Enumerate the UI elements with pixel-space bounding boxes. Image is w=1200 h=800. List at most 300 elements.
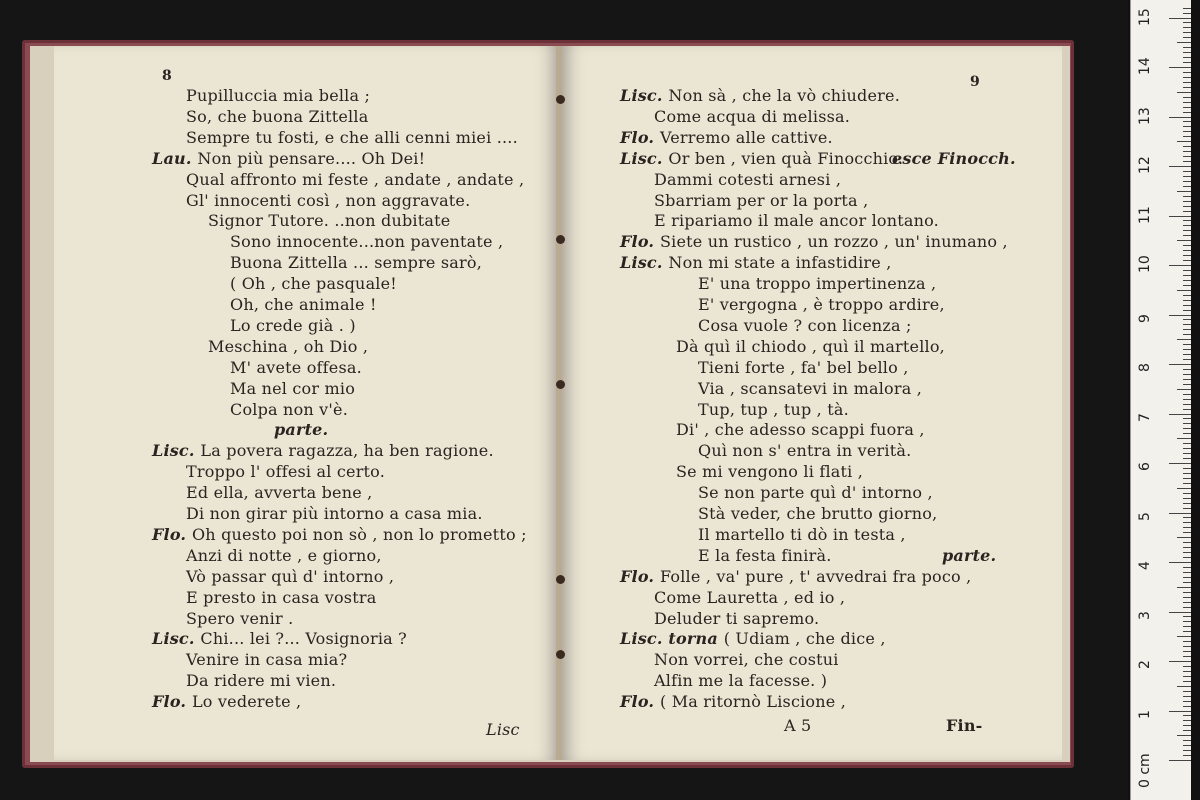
ruler-tick <box>1183 755 1191 756</box>
ruler-tick <box>1169 612 1191 613</box>
text-line <box>676 420 925 440</box>
verse-text: Tup, tup , tup , tà. <box>698 399 849 419</box>
verse-text: Dà quì il chiodo , quì il martello, <box>676 336 945 356</box>
ruler-tick <box>1183 126 1191 127</box>
ruler-tick <box>1183 473 1191 474</box>
text-line <box>186 504 483 524</box>
ruler-tick <box>1183 706 1191 707</box>
ruler-tick <box>1183 87 1191 88</box>
text-line <box>186 191 470 211</box>
verse-text: M' avete offesa. <box>230 357 362 377</box>
ruler-tick <box>1183 57 1191 58</box>
ruler-tick <box>1183 656 1191 657</box>
ruler-tick <box>1169 414 1191 415</box>
text-line <box>654 191 868 211</box>
text-line <box>620 128 833 148</box>
text-line <box>186 671 336 691</box>
ruler-tick <box>1183 631 1191 632</box>
ruler-tick <box>1183 260 1191 261</box>
ruler-tick <box>1183 161 1191 162</box>
ruler-tick <box>1177 587 1191 588</box>
ruler-label: 5 <box>1137 511 1153 521</box>
ruler-tick <box>1183 146 1191 147</box>
ruler-tick <box>1183 349 1191 350</box>
ruler-tick <box>1183 255 1191 256</box>
ruler-tick <box>1183 112 1191 113</box>
ruler-tick <box>1177 438 1191 439</box>
speaker-name: Lisc. <box>620 86 669 105</box>
verse-text: Non sà , che la vò chiudere. <box>668 86 900 105</box>
ruler-tick <box>1183 82 1191 83</box>
verse-text: Come Lauretta , ed io , <box>654 587 846 607</box>
verse-text: E presto in casa vostra <box>186 587 377 607</box>
text-line <box>230 295 377 315</box>
speaker-name: Flo. <box>620 566 660 586</box>
verse-text: Gl' innocenti così , non aggravate. <box>186 190 471 210</box>
text-line <box>654 671 827 691</box>
ruler-tick <box>1183 201 1191 202</box>
ruler-tick <box>1183 621 1191 622</box>
text-line <box>186 170 524 190</box>
ruler-tick <box>1183 270 1191 271</box>
verse-text: Come acqua di melissa. <box>654 106 851 126</box>
ruler-tick <box>1177 339 1191 340</box>
ruler-tick <box>1183 597 1191 598</box>
verse-text: E ripariamo il male ancor lontano. <box>654 211 939 231</box>
text-line <box>698 274 936 294</box>
ruler-tick <box>1177 537 1191 538</box>
ruler-tick <box>1183 176 1191 177</box>
ruler-tick <box>1183 374 1191 375</box>
ruler-tick <box>1183 478 1191 479</box>
text-line <box>186 650 347 670</box>
ruler-tick <box>1177 42 1191 43</box>
speaker-name: Lau. <box>152 148 198 168</box>
ruler-tick <box>1183 384 1191 385</box>
text-line <box>186 107 368 127</box>
ruler-tick <box>1169 67 1191 68</box>
text-line <box>186 546 382 566</box>
verse-text: Colpa non v'è. <box>230 399 348 419</box>
text-line <box>186 128 518 148</box>
measurement-ruler <box>1130 0 1191 800</box>
ruler-tick <box>1183 671 1191 672</box>
ruler-tick <box>1183 498 1191 499</box>
verse-text: La povera ragazza, ha ben ragione. <box>200 441 494 461</box>
verse-text: ( Ma ritornò Liscione , <box>659 692 847 712</box>
text-line <box>654 650 839 670</box>
ruler-tick <box>1183 522 1191 523</box>
ruler-tick <box>1177 191 1191 192</box>
ruler-tick <box>1183 156 1191 157</box>
verse-text: ( Oh , che pasquale! <box>230 274 397 294</box>
ruler-tick <box>1183 547 1191 548</box>
ruler-tick <box>1183 527 1191 528</box>
verse-text: Folle , va' pure , t' avvedrai fra poco , <box>659 566 972 586</box>
ruler-tick <box>1169 216 1191 217</box>
text-line <box>152 692 301 712</box>
text-line <box>230 232 503 252</box>
verse-text: So, che buona Zittella <box>186 106 369 126</box>
ruler-tick <box>1183 443 1191 444</box>
text-line <box>698 358 909 378</box>
verse-text: E' una troppo impertinenza , <box>698 274 937 294</box>
text-line <box>676 462 863 482</box>
right-catchword: Fin- <box>946 716 983 735</box>
ruler-tick <box>1183 428 1191 429</box>
text-line <box>654 588 845 608</box>
left-page-number: 8 <box>162 68 172 84</box>
ruler-tick <box>1183 171 1191 172</box>
ruler-tick <box>1183 730 1191 731</box>
ruler-tick <box>1183 72 1191 73</box>
verse-text: Sono innocente...non paventate , <box>230 232 504 252</box>
ruler-tick <box>1183 250 1191 251</box>
ruler-label: 9 <box>1137 313 1153 323</box>
left-catchword: Lisc <box>486 720 520 739</box>
verse-text: Lo crede già . ) <box>230 315 356 335</box>
ruler-tick <box>1183 676 1191 677</box>
ruler-tick <box>1183 344 1191 345</box>
verse-text: Vò passar quì d' intorno , <box>186 566 395 586</box>
text-line <box>620 86 900 106</box>
text-line <box>620 567 971 587</box>
ruler-tick <box>1183 151 1191 152</box>
ruler-tick <box>1183 433 1191 434</box>
binding-stitch <box>556 95 565 104</box>
ruler-tick <box>1183 602 1191 603</box>
speaker-name: Flo. <box>152 524 192 544</box>
ruler-tick <box>1177 488 1191 489</box>
text-line <box>186 86 370 106</box>
ruler-tick <box>1183 319 1191 320</box>
text-line <box>186 567 394 587</box>
text-line <box>620 692 846 712</box>
verse-text: Il martello ti dò in testa , <box>698 524 906 544</box>
ruler-tick <box>1183 329 1191 330</box>
verse-text: Da ridere mi vien. <box>186 671 337 691</box>
ruler-tick <box>1183 681 1191 682</box>
ruler-tick <box>1183 324 1191 325</box>
ruler-tick <box>1183 181 1191 182</box>
ruler-tick <box>1183 62 1191 63</box>
ruler-tick <box>1183 235 1191 236</box>
ruler-tick <box>1177 290 1191 291</box>
speaker-name: Lisc. <box>620 253 669 273</box>
verse-text: Stà veder, che brutto giorno, <box>698 504 938 523</box>
ruler-tick <box>1183 211 1191 212</box>
ruler-label: 6 <box>1137 462 1153 471</box>
ruler-label: 7 <box>1137 412 1153 422</box>
ruler-label: 11 <box>1137 205 1153 224</box>
verse-text: Ed ella, avverta bene , <box>186 483 373 503</box>
text-line <box>654 609 819 629</box>
ruler-label: 0 cm <box>1137 753 1153 788</box>
ruler-tick <box>1183 725 1191 726</box>
verse-text: Non più pensare.... Oh Dei! <box>197 148 426 168</box>
text-line <box>654 107 850 127</box>
ruler-label: 4 <box>1137 561 1153 570</box>
text-line <box>620 149 903 169</box>
ruler-tick <box>1183 230 1191 231</box>
ruler-tick <box>1183 220 1191 221</box>
ruler-tick <box>1177 735 1191 736</box>
ruler-tick <box>1169 513 1191 514</box>
ruler-tick <box>1183 691 1191 692</box>
verse-text: Non vorrei, che costui <box>654 650 839 670</box>
ruler-tick <box>1169 562 1191 563</box>
ruler-tick <box>1183 13 1191 14</box>
ruler-tick <box>1169 315 1191 316</box>
text-line <box>152 441 494 461</box>
ruler-tick <box>1183 275 1191 276</box>
text-line <box>620 629 886 649</box>
ruler-tick <box>1183 354 1191 355</box>
ruler-tick <box>1183 102 1191 103</box>
ruler-tick <box>1183 483 1191 484</box>
ruler-tick <box>1183 394 1191 395</box>
binding-stitch <box>556 575 565 584</box>
ruler-tick <box>1177 389 1191 390</box>
speaker-name: Flo. <box>152 692 192 712</box>
ruler-tick <box>1183 701 1191 702</box>
text-line <box>698 400 849 420</box>
ruler-tick <box>1183 295 1191 296</box>
ruler-tick <box>1183 666 1191 667</box>
text-line <box>698 295 945 315</box>
verse-text: ( Udiam , che dice , <box>723 629 886 649</box>
ruler-tick <box>1183 196 1191 197</box>
ruler-label: 2 <box>1137 660 1153 669</box>
ruler-tick <box>1183 577 1191 578</box>
ruler-tick <box>1183 582 1191 583</box>
verse-text: Sempre tu fosti, e che alli cenni miei .... <box>186 127 518 147</box>
ruler-tick <box>1183 409 1191 410</box>
verse-text: Pupilluccia mia bella ; <box>186 86 371 105</box>
text-line <box>698 504 937 524</box>
verse-text: Chi... lei ?... Vosignoria ? <box>200 629 407 649</box>
ruler-tick <box>1183 423 1191 424</box>
ruler-tick <box>1183 131 1191 132</box>
ruler-tick <box>1177 636 1191 637</box>
verse-text: Signor Tutore. ..non dubitate <box>208 211 451 231</box>
verse-text: Troppo l' offesi al certo. <box>186 462 386 482</box>
verse-text: Qual affronto mi feste , andate , andate , <box>186 169 525 189</box>
ruler-tick <box>1183 47 1191 48</box>
text-line <box>230 400 348 420</box>
ruler-tick <box>1183 508 1191 509</box>
ruler-tick <box>1183 493 1191 494</box>
signature-mark: A 5 <box>784 716 812 735</box>
text-line <box>152 525 527 545</box>
text-line <box>698 316 912 336</box>
ruler-tick <box>1183 552 1191 553</box>
text-line <box>152 629 407 649</box>
ruler-tick <box>1183 532 1191 533</box>
ruler-tick <box>1183 404 1191 405</box>
ruler-tick <box>1169 117 1191 118</box>
ruler-tick <box>1183 607 1191 608</box>
ruler-tick <box>1183 359 1191 360</box>
ruler-tick <box>1183 517 1191 518</box>
ruler-label: 1 <box>1137 709 1153 719</box>
text-line <box>620 232 1008 252</box>
ruler-tick <box>1183 37 1191 38</box>
text-line <box>230 253 482 273</box>
verse-text: Deluder ti sapremo. <box>654 608 820 628</box>
stage-direction: parte. <box>942 545 997 565</box>
verse-text: Alfin me la facesse. ) <box>654 671 828 691</box>
ruler-tick <box>1183 8 1191 9</box>
speaker-name: Flo. <box>620 692 660 712</box>
ruler-tick <box>1183 305 1191 306</box>
text-line <box>186 462 385 482</box>
right-page-number: 9 <box>970 74 980 90</box>
text-line <box>698 483 933 503</box>
right-page <box>562 46 1062 760</box>
text-line <box>186 483 372 503</box>
text-line <box>230 379 355 399</box>
verse-text: Quì non s' entra in verità. <box>698 441 912 461</box>
text-line <box>698 525 906 545</box>
text-line <box>654 211 939 231</box>
ruler-tick <box>1183 720 1191 721</box>
text-line <box>620 253 892 273</box>
verse-text: E' vergogna , è troppo ardire, <box>698 295 945 314</box>
text-line <box>698 546 832 566</box>
ruler-tick <box>1183 646 1191 647</box>
text-line <box>230 316 356 336</box>
verse-text: Tieni forte , fa' bel bello , <box>698 357 909 377</box>
text-line <box>230 358 362 378</box>
ruler-tick <box>1183 557 1191 558</box>
ruler-tick <box>1183 136 1191 137</box>
ruler-tick <box>1183 572 1191 573</box>
ruler-tick <box>1183 97 1191 98</box>
verse-text: Spero venir . <box>186 608 294 628</box>
ruler-tick <box>1183 399 1191 400</box>
verse-text: Sbarriam per or la porta , <box>654 190 869 210</box>
stage-direction: parte. <box>274 420 329 440</box>
verse-text: Ma nel cor mio <box>230 378 356 398</box>
ruler-tick <box>1183 245 1191 246</box>
ruler-tick <box>1183 453 1191 454</box>
verse-text: Via , scansatevi in malora , <box>698 378 923 398</box>
text-line <box>230 274 397 294</box>
ruler-tick <box>1183 468 1191 469</box>
ruler-label: 14 <box>1137 57 1153 75</box>
left-page <box>54 46 558 760</box>
verse-text: Di' , che adesso scappi fuora , <box>676 420 925 440</box>
text-line <box>698 379 922 399</box>
verse-text: E la festa finirà. <box>698 545 832 565</box>
speaker-name: Lisc. torna <box>620 629 724 649</box>
verse-text: Oh questo poi non sò , non lo prometto ; <box>191 524 527 544</box>
ruler-tick <box>1177 92 1191 93</box>
verse-text: Venire in casa mia? <box>186 650 348 670</box>
verse-text: Siete un rustico , un rozzo , un' inumano , <box>659 232 1008 252</box>
ruler-tick <box>1183 745 1191 746</box>
ruler-tick <box>1183 107 1191 108</box>
ruler-tick <box>1183 740 1191 741</box>
speaker-name: Lisc. <box>152 629 201 649</box>
ruler-tick <box>1169 18 1191 19</box>
text-line <box>186 609 293 629</box>
ruler-tick <box>1183 52 1191 53</box>
ruler-tick <box>1183 567 1191 568</box>
ruler-tick <box>1183 418 1191 419</box>
ruler-tick <box>1169 364 1191 365</box>
ruler-tick <box>1183 186 1191 187</box>
ruler-tick <box>1177 686 1191 687</box>
ruler-tick <box>1183 22 1191 23</box>
ruler-tick <box>1183 310 1191 311</box>
ruler-tick <box>1183 503 1191 504</box>
ruler-tick <box>1183 641 1191 642</box>
binding-stitch <box>556 380 565 389</box>
ruler-tick <box>1183 542 1191 543</box>
ruler-label: 8 <box>1137 363 1153 372</box>
binding-stitch <box>556 235 565 244</box>
speaker-name: Flo. <box>620 232 660 252</box>
verse-text: Verremo alle cattive. <box>659 127 833 147</box>
ruler-tick <box>1183 280 1191 281</box>
ruler-tick <box>1183 27 1191 28</box>
verse-text: Non mi state a infastidire , <box>668 253 892 273</box>
text-line <box>186 588 376 608</box>
ruler-tick <box>1169 711 1191 712</box>
verse-text: Di non girar più intorno a casa mia. <box>186 504 483 523</box>
ruler-tick <box>1183 696 1191 697</box>
ruler-tick <box>1169 661 1191 662</box>
ruler-label: 3 <box>1137 610 1153 620</box>
text-line <box>208 211 450 231</box>
ruler-tick <box>1183 77 1191 78</box>
ruler-tick <box>1183 225 1191 226</box>
text-line <box>698 441 911 461</box>
text-line <box>152 149 425 169</box>
verse-text: Se non parte quì d' intorno , <box>698 483 933 503</box>
ruler-label: 13 <box>1137 106 1153 125</box>
speaker-name: Flo. <box>620 127 660 147</box>
ruler-tick <box>1183 300 1191 301</box>
verse-text: Meschina , oh Dio , <box>208 336 369 356</box>
ruler-tick <box>1183 121 1191 122</box>
verse-text: Cosa vuole ? con licenza ; <box>698 315 912 335</box>
ruler-tick <box>1183 206 1191 207</box>
ruler-tick <box>1177 240 1191 241</box>
stage-direction: esce Finocch. <box>892 148 1016 168</box>
verse-text: Dammi cotesti arnesi , <box>654 169 842 189</box>
text-line <box>676 337 945 357</box>
verse-text: Lo vederete , <box>191 692 302 712</box>
text-line <box>208 337 368 357</box>
binding-stitch <box>556 650 565 659</box>
ruler-tick <box>1183 626 1191 627</box>
ruler-tick <box>1169 166 1191 167</box>
ruler-tick <box>1183 379 1191 380</box>
ruler-tick <box>1183 285 1191 286</box>
speaker-name: Lisc. <box>620 148 669 168</box>
ruler-tick <box>1183 334 1191 335</box>
verse-text: Or ben , vien quà Finocchio. <box>668 148 904 168</box>
ruler-tick <box>1183 592 1191 593</box>
ruler-tick <box>1183 448 1191 449</box>
ruler-tick <box>1183 369 1191 370</box>
speaker-name: Lisc. <box>152 441 201 461</box>
text-line <box>654 170 841 190</box>
ruler-tick <box>1183 715 1191 716</box>
